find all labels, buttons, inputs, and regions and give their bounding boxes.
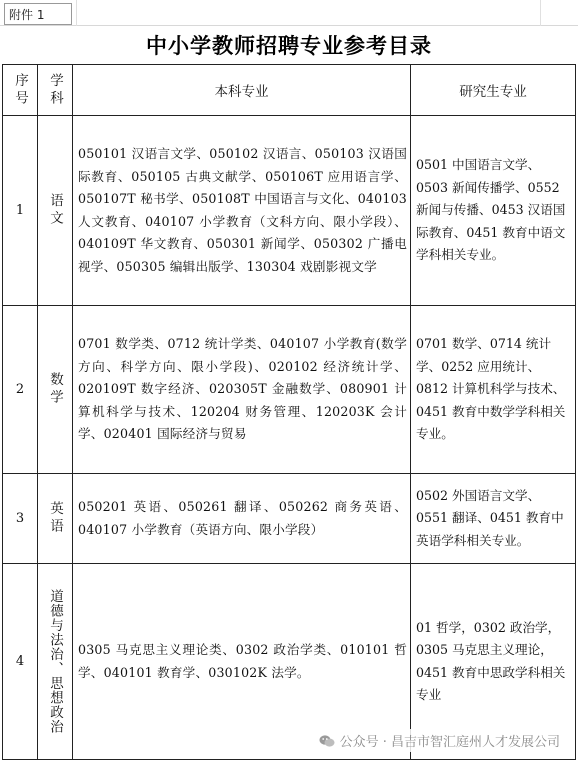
row-index: 3: [3, 474, 38, 564]
major-catalog-table: [2, 64, 576, 760]
header-undergrad: 本科专业: [73, 65, 411, 116]
page-title: 中小学教师招聘专业参考目录: [146, 34, 432, 58]
row-graduate-majors: 0701 数学、0714 统计学、0252 应用统计、0812 计算机科学与技术、0451 教育中数学学科相关专业。: [411, 306, 576, 474]
attachment-label: 附件 1: [4, 3, 72, 25]
watermark-text: 公众号 · 昌吉市智汇庭州人才发展公司: [339, 735, 560, 750]
header-subject: 学科: [38, 65, 73, 116]
row-subject: 英语: [38, 474, 73, 564]
row-undergrad-majors: 0701 数学类、0712 统计学类、040107 小学教育(数学方向、科学方向、限小学段)、020102 经济统计学、020109T 数字经济、020305T 金融数学、080901 计算机科学与技术、120204 财务管理、120203K 会计学、020401 国际经济与贸易: [73, 306, 411, 474]
row-undergrad-majors: 050201 英语、050261 翻译、050262 商务英语、040107 小学教育（英语方向、限小学段）: [73, 474, 411, 564]
row-graduate-majors: 0501 中国语言文学、0503 新闻传播学、0552 新闻与传播、0453 汉语国际教育、0451 教育中语文学科相关专业。: [411, 116, 576, 306]
sheet-gridline-col: [76, 0, 77, 26]
watermark: [315, 729, 564, 752]
row-undergrad-majors: 0305 马克思主义理论类、0302 政治学类、010101 哲学、040101 教育学、030102K 法学。: [73, 564, 411, 760]
sheet-gridline-col: [540, 0, 541, 26]
row-index: 2: [3, 306, 38, 474]
row-graduate-majors: 0502 外国语言文学、0551 翻译、0451 教育中英语学科相关专业。: [411, 474, 576, 564]
row-subject: 道德与法治、思想政治: [38, 564, 73, 760]
row-index: 1: [3, 116, 38, 306]
wechat-icon: [319, 734, 335, 748]
header-graduate: 研究生专业: [411, 65, 576, 116]
sheet-gridline: [0, 25, 578, 26]
row-index: 4: [3, 564, 38, 760]
row-subject: 语文: [38, 116, 73, 306]
table-row: [3, 116, 576, 306]
row-undergrad-majors: 050101 汉语言文学、050102 汉语言、050103 汉语国际教育、050105 古典文献学、050106T 应用语言学、050107T 秘书学、050108T 中国语言与文化、040103 人文教育、040107 小学教育（文科方向、限小学段）、040109T 华文教育、050301 新闻学、050302 广播电视学、050305 编辑出版学、130304 戏剧影视文学: [73, 116, 411, 306]
table-row: [3, 306, 576, 474]
table-header-row: [3, 65, 576, 116]
table-row: [3, 474, 576, 564]
row-graduate-majors: 01 哲学，0302 政治学，0305 马克思主义理论，0451 教育中思政学科相关专业: [411, 564, 576, 760]
header-index: 序号: [3, 65, 38, 116]
row-subject: 数学: [38, 306, 73, 474]
